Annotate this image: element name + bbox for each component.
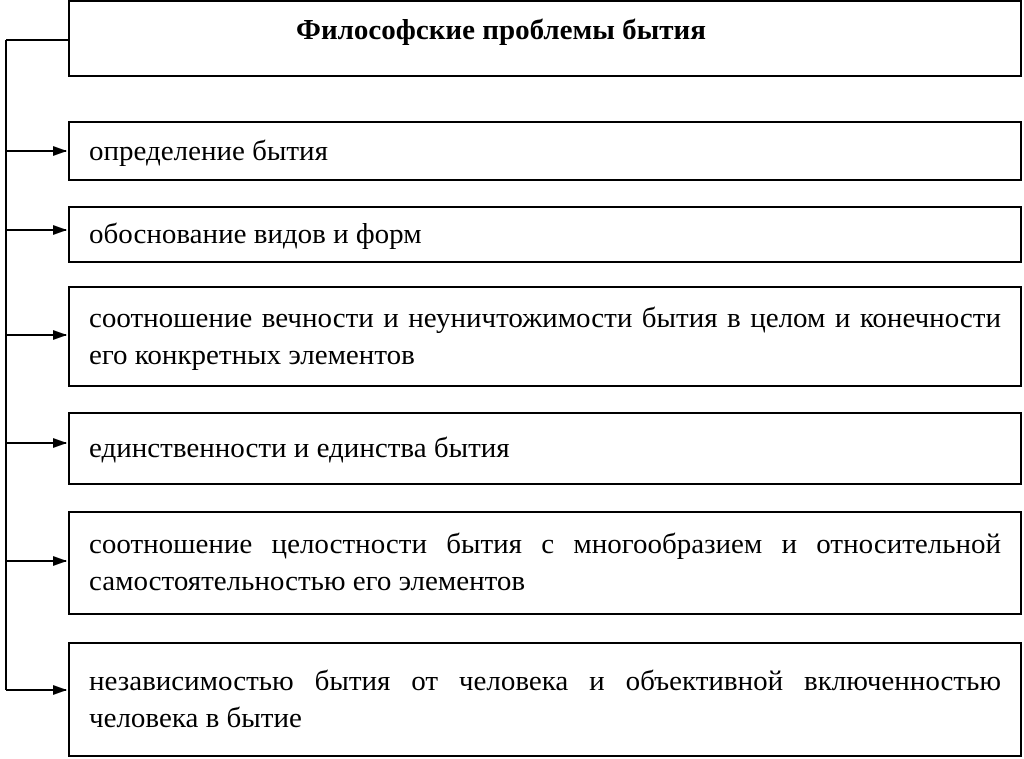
problem-text-4: единственности и единства бытия bbox=[89, 432, 510, 464]
problem-text-3: соотношение вечности и неуничтожимости бытия в целом и конечности его конкретных элементов bbox=[89, 301, 1001, 371]
problem-box-5 bbox=[68, 511, 1022, 615]
problem-text-5: соотношение целостности бытия с многообразием и относительной самостоятельностью его элементов bbox=[89, 528, 1001, 597]
problem-box-4 bbox=[68, 412, 1022, 485]
problem-box-3 bbox=[68, 286, 1022, 387]
problem-text-2: обоснование видов и форм bbox=[89, 218, 422, 250]
problem-box-2 bbox=[68, 206, 1022, 263]
problem-text-6: независимостью бытия от человека и объективной включенностью человека в бытие bbox=[89, 664, 1001, 734]
diagram-title-box bbox=[68, 0, 1022, 77]
diagram-title: Философские проблемы бытия bbox=[296, 14, 706, 46]
problem-box-1 bbox=[68, 121, 1022, 181]
problem-text-1: определение бытия bbox=[89, 134, 328, 167]
problem-box-6 bbox=[68, 642, 1022, 757]
